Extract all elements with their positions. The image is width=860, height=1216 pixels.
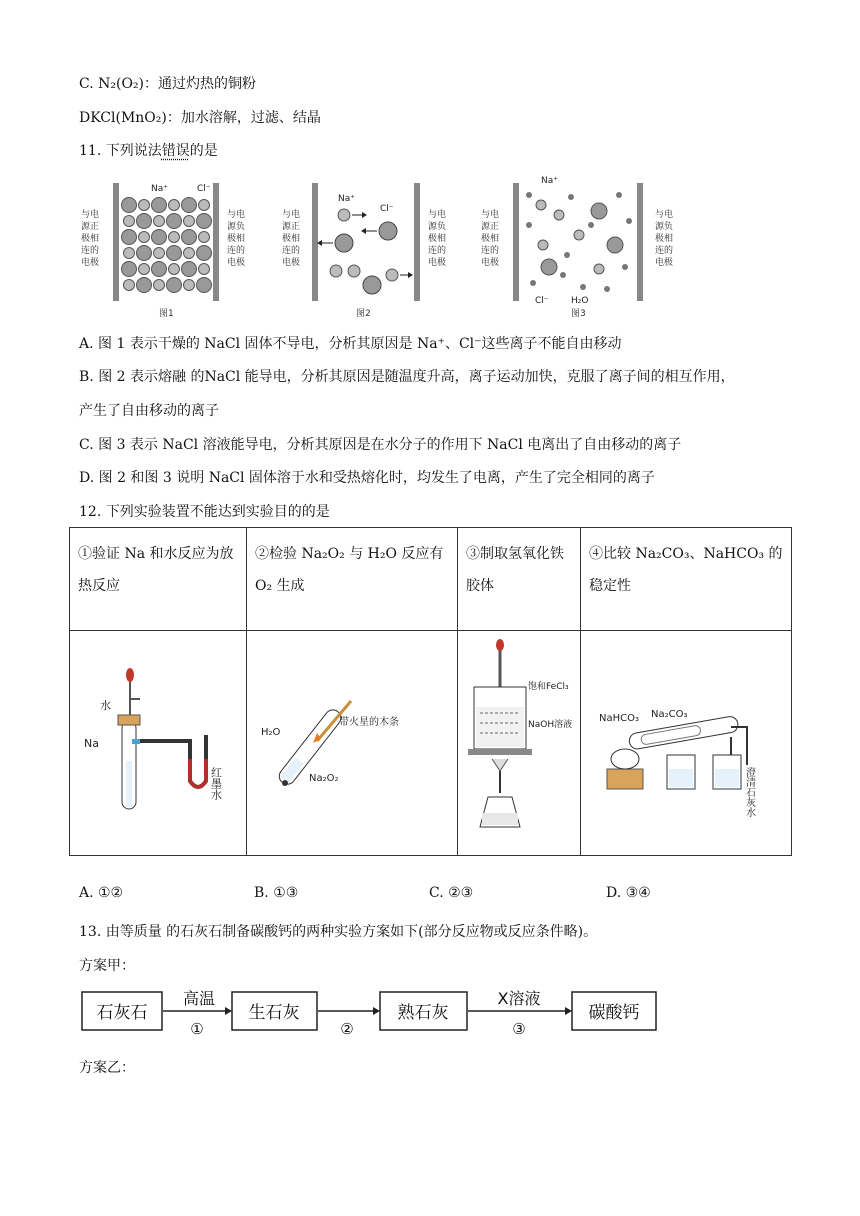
label-splint: 带火星的木条: [339, 717, 399, 728]
chloride-ion: [152, 230, 167, 245]
chloride-ion: [137, 246, 152, 261]
q11-emphasis: 错误: [161, 143, 190, 159]
svg-text:与电: 与电: [227, 210, 246, 220]
svg-text:极相: 极相: [428, 234, 447, 244]
sodium-ion: [184, 280, 195, 291]
cell-4: ④比较 Na₂CO₃、NaHCO₃ 的稳定性: [581, 528, 792, 631]
sodium-ion: [199, 232, 210, 243]
apparatus-4: [581, 631, 792, 856]
svg-text:极相: 极相: [481, 234, 500, 244]
svg-text:极相: 极相: [655, 234, 674, 244]
flow-below-1: ①: [190, 1020, 204, 1038]
svg-text:连的: 连的: [81, 246, 100, 256]
water-molecule: [564, 252, 570, 258]
chloride-ion: [541, 259, 557, 275]
water-molecule: [526, 222, 532, 228]
water-molecule: [530, 280, 536, 286]
water-molecule: [616, 192, 622, 198]
choice-c[interactable]: C. ②③: [429, 885, 474, 901]
svg-text:与电: 与电: [655, 210, 674, 220]
svg-text:连的: 连的: [655, 246, 674, 256]
sodium-ion: [169, 200, 180, 211]
fig3-caption: 图3: [571, 309, 586, 319]
plan-a-label: 方案甲：: [79, 958, 135, 974]
chloride-ion: [591, 203, 607, 219]
apparatus-2: [247, 631, 458, 856]
chloride-ion: [122, 230, 137, 245]
choice-a[interactable]: A. ①②: [79, 885, 124, 901]
fig1-caption: 图1: [159, 309, 174, 319]
water-molecule: [588, 222, 594, 228]
plan-a-flow: [79, 986, 669, 1050]
label-limewater: 澄清石灰水: [743, 767, 755, 817]
svg-text:源负: 源负: [428, 222, 447, 232]
sodium-ion: [154, 248, 165, 259]
figure-2: [280, 175, 455, 324]
sodium-ion: [199, 200, 210, 211]
apparatus-3: [458, 631, 581, 856]
sodium-ion: [154, 280, 165, 291]
question-12-stem: 12. 下列实验装置不能达到实验目的的是: [79, 504, 330, 520]
apparatus-1: [70, 631, 247, 856]
svg-text:源正: 源正: [282, 222, 301, 232]
sodium-ion: [169, 232, 180, 243]
flow-below-2: ②: [340, 1020, 354, 1038]
svg-text:与电: 与电: [481, 210, 500, 220]
label-na2co3: Na₂CO₃: [651, 709, 688, 720]
fig1-cl-label: Cl⁻: [197, 184, 211, 194]
svg-text:连的: 连的: [282, 246, 301, 256]
svg-text:电极: 电极: [81, 258, 100, 268]
label-na: Na: [84, 737, 99, 750]
chloride-ion: [167, 214, 182, 229]
q11-option-b-cont: 产生了自由移动的离子: [79, 403, 219, 419]
water-molecule: [626, 218, 632, 224]
sodium-ion: [139, 264, 150, 275]
sodium-ion: [554, 210, 564, 220]
sodium-ion: [184, 248, 195, 259]
sodium-ion: [124, 280, 135, 291]
chloride-ion: [197, 246, 212, 261]
chloride-ion: [197, 278, 212, 293]
chloride-ion: [137, 214, 152, 229]
label-h2o: H₂O: [261, 727, 281, 738]
svg-text:与电: 与电: [428, 210, 447, 220]
fig3-h2o-label: H₂O: [571, 296, 589, 306]
fig3-na-label: Na⁺: [541, 176, 558, 186]
water-molecule: [622, 264, 628, 270]
flow-box-3: 熟石灰: [397, 1003, 449, 1023]
chloride-ion: [152, 262, 167, 277]
q11-option-a: A. 图 1 表示干燥的 NaCl 固体不导电，分析其原因是 Na⁺、Cl⁻这些离子不能自由移动: [79, 336, 622, 352]
chloride-ion: [182, 198, 197, 213]
svg-text:连的: 连的: [227, 246, 246, 256]
q11-prefix: 11. 下列说法: [79, 143, 162, 159]
svg-text:与电: 与电: [282, 210, 301, 220]
sodium-ion: [154, 216, 165, 227]
svg-text:极相: 极相: [282, 234, 301, 244]
svg-text:源负: 源负: [227, 222, 246, 232]
fig2-cl-label: Cl⁻: [380, 204, 394, 214]
q11-option-d: D. 图 2 和图 3 说明 NaCl 固体溶于水和受热熔化时，均发生了电离，产生了完全相同的离子: [79, 470, 655, 486]
cell-2: ②检验 Na₂O₂ 与 H₂O 反应有 O₂ 生成: [247, 528, 458, 631]
sodium-ion: [574, 230, 584, 240]
svg-text:电极: 电极: [481, 258, 500, 268]
sodium-ion: [199, 264, 210, 275]
svg-text:连的: 连的: [481, 246, 500, 256]
label-naoh: NaOH溶液: [528, 720, 573, 730]
svg-text:电极: 电极: [282, 258, 301, 268]
q11-suffix: 的是: [189, 143, 218, 159]
chloride-ion: [122, 198, 137, 213]
water-molecule: [580, 284, 586, 290]
experiment-table: [69, 527, 792, 856]
choice-b[interactable]: B. ①③: [254, 885, 299, 901]
sodium-ion: [139, 200, 150, 211]
sodium-ion: [124, 216, 135, 227]
figure-1: [79, 175, 254, 324]
flow-box-2: 生石灰: [248, 1003, 300, 1023]
choice-d[interactable]: D. ③④: [606, 885, 651, 901]
question-11-stem: [79, 140, 218, 160]
chloride-ion: [137, 278, 152, 293]
label-water: 水: [100, 699, 111, 712]
water-molecule: [568, 194, 574, 200]
sodium-ion: [124, 248, 135, 259]
option-c-line: C. N₂(O₂)：通过灼热的铜粉: [79, 76, 256, 92]
chloride-ion: [122, 262, 137, 277]
figure-3: [479, 175, 684, 324]
chloride-ion: [167, 278, 182, 293]
sodium-ion: [184, 216, 195, 227]
chloride-ion: [182, 262, 197, 277]
fig1-na-label: Na⁺: [151, 184, 168, 194]
svg-text:与电: 与电: [81, 210, 100, 220]
question-13-stem: 13. 由等质量 的石灰石制备碳酸钙的两种实验方案如下(部分反应物或反应条件略)。: [79, 924, 598, 940]
svg-text:源负: 源负: [655, 222, 674, 232]
flow-box-1: 石灰石: [96, 1003, 148, 1023]
flow-above-3: X溶液: [497, 989, 541, 1008]
fig2-caption: 图2: [356, 309, 371, 319]
svg-text:电极: 电极: [227, 258, 246, 268]
plan-b-label: 方案乙：: [79, 1060, 135, 1076]
svg-text:电极: 电极: [655, 258, 674, 268]
svg-text:极相: 极相: [81, 234, 100, 244]
flow-below-3: ③: [512, 1020, 526, 1038]
chloride-ion: [197, 214, 212, 229]
sodium-ion: [536, 200, 546, 210]
flow-box-4: 碳酸钙: [588, 1003, 640, 1023]
water-molecule: [560, 272, 566, 278]
sodium-ion: [139, 232, 150, 243]
svg-text:极相: 极相: [227, 234, 246, 244]
label-red-ink: 红墨水: [209, 767, 223, 800]
chloride-ion: [167, 246, 182, 261]
svg-text:源正: 源正: [81, 222, 100, 232]
fig2-na-label: Na⁺: [338, 194, 355, 204]
flow-above-1: 高温: [182, 989, 216, 1008]
option-d-line: DKCl(MnO₂)：加水溶解，过滤、结晶: [79, 110, 321, 126]
svg-text:连的: 连的: [428, 246, 447, 256]
cell-1: ①验证 Na 和水反应为放热反应: [70, 528, 247, 631]
label-fecl3: 饱和FeCl₃: [528, 682, 569, 692]
chloride-ion: [607, 237, 623, 253]
q11-option-c: C. 图 3 表示 NaCl 溶液能导电，分析其原因是在水分子的作用下 NaCl 电离出了自由移动的离子: [79, 437, 682, 453]
fig3-cl-label: Cl⁻: [535, 296, 549, 306]
water-molecule: [526, 192, 532, 198]
svg-text:电极: 电极: [428, 258, 447, 268]
sodium-ion: [169, 264, 180, 275]
chloride-ion: [152, 198, 167, 213]
label-na2o2: Na₂O₂: [309, 773, 339, 784]
label-nahco3: NaHCO₃: [599, 713, 639, 724]
cell-3: ③制取氢氧化铁胶体: [458, 528, 581, 631]
sodium-ion: [538, 240, 548, 250]
chloride-ion: [182, 230, 197, 245]
water-molecule: [604, 286, 610, 292]
sodium-ion: [594, 264, 604, 274]
svg-text:源正: 源正: [481, 222, 500, 232]
q11-option-b: B. 图 2 表示熔融 的NaCl 能导电，分析其原因是随温度升高，离子运动加快，克服了离子间的相互作用，: [79, 369, 735, 385]
